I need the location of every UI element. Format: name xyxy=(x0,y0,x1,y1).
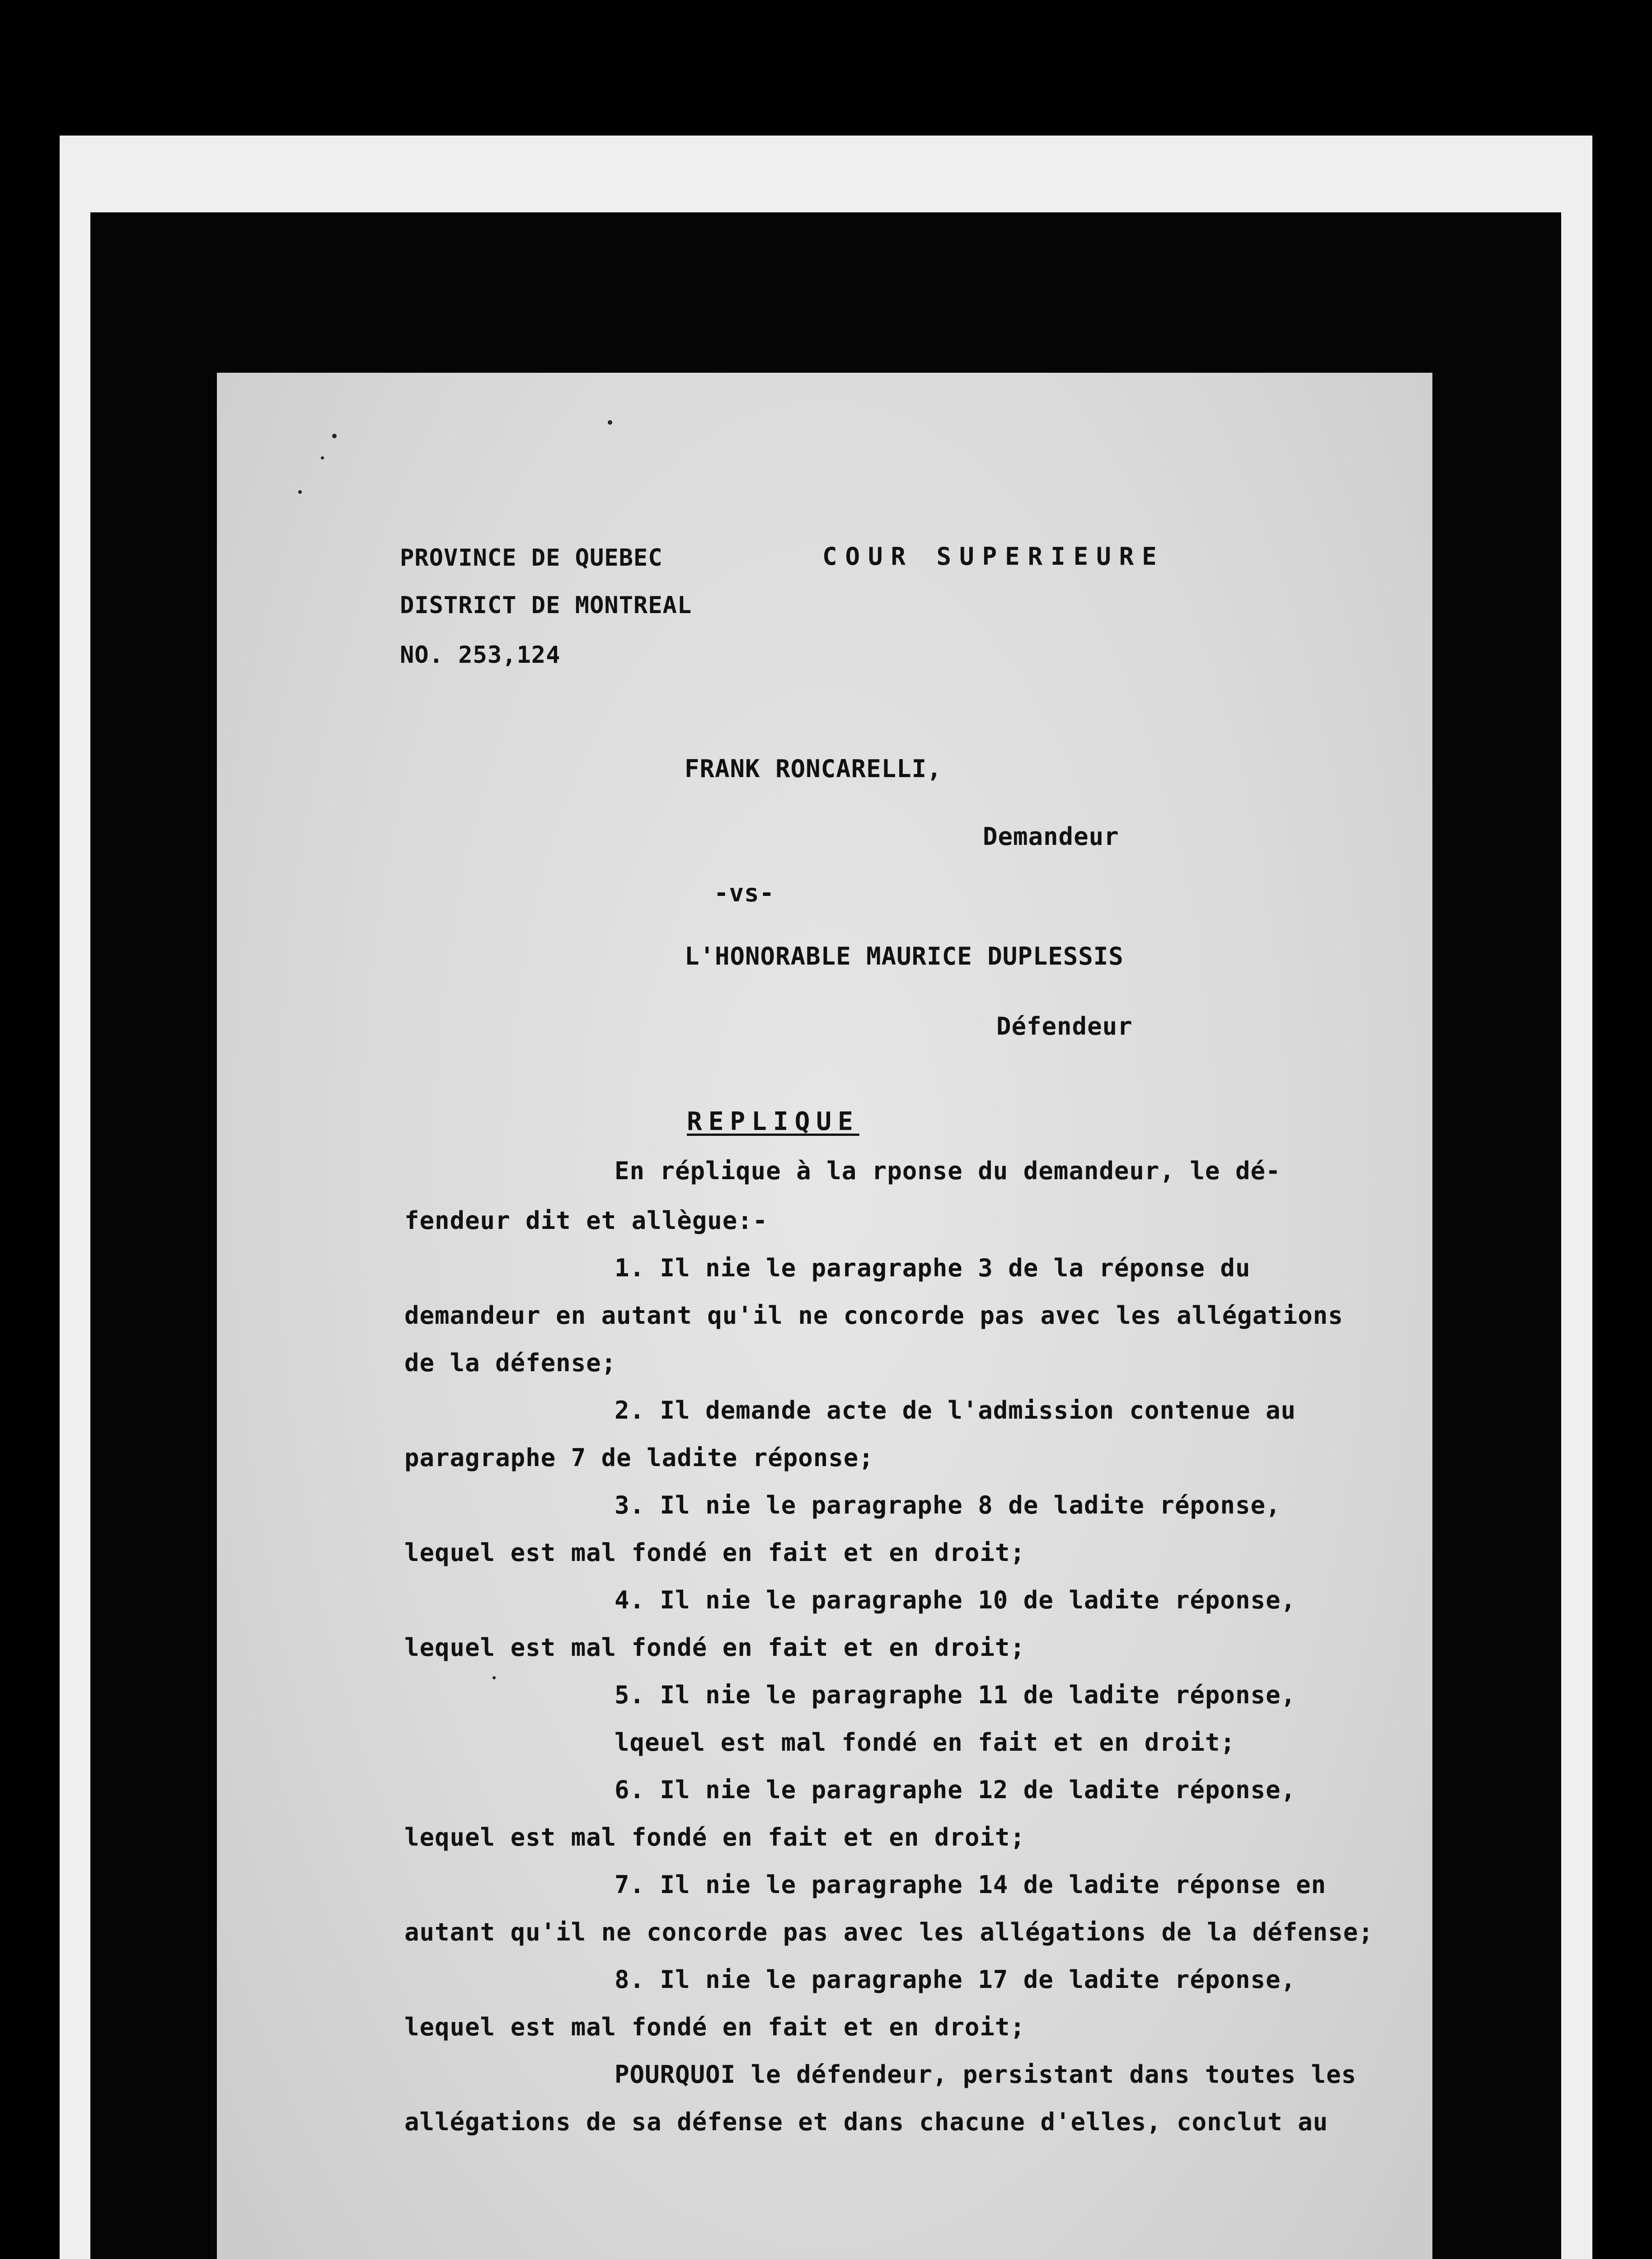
province-line: PROVINCE DE QUEBEC xyxy=(400,544,663,572)
defendant-role: Défendeur xyxy=(996,1012,1133,1040)
speck xyxy=(332,434,337,438)
replique-line: 4. Il nie le paragraphe 10 de ladite réponse, xyxy=(615,1586,1296,1614)
replique-line: 7. Il nie le paragraphe 14 de ladite réponse en xyxy=(615,1870,1327,1899)
replique-line: 8. Il nie le paragraphe 17 de ladite réponse, xyxy=(615,1965,1296,1994)
replique-line: 5. Il nie le paragraphe 11 de ladite réponse, xyxy=(615,1681,1296,1709)
docket-number: NO. 253,124 xyxy=(400,642,561,669)
versus-mark: -vs- xyxy=(714,879,775,907)
replique-line: 2. Il demande acte de l'admission contenue au xyxy=(615,1396,1296,1425)
replique-line: POURQUOI le défendeur, persistant dans toutes les xyxy=(615,2060,1357,2089)
replique-line: lequel est mal fondé en fait et en droit; xyxy=(404,2013,1025,2041)
plaintiff-role: Demandeur xyxy=(983,822,1119,851)
speck xyxy=(493,1676,496,1679)
speck xyxy=(321,456,324,459)
replique-title: REPLIQUE xyxy=(687,1107,859,1136)
court-title: COUR SUPERIEURE xyxy=(822,542,1165,571)
speck xyxy=(608,420,612,425)
replique-line: 1. Il nie le paragraphe 3 de la réponse du xyxy=(615,1254,1251,1282)
replique-line: autant qu'il ne concorde pas avec les allégations de la défense; xyxy=(404,1918,1374,1946)
replique-line: de la défense; xyxy=(404,1349,617,1377)
replique-line: lequel est mal fondé en fait et en droit; xyxy=(404,1633,1025,1662)
replique-line: En réplique à la rponse du demandeur, le dé- xyxy=(615,1157,1281,1185)
replique-line: 3. Il nie le paragraphe 8 de ladite réponse, xyxy=(615,1491,1281,1519)
replique-line: lequel est mal fondé en fait et en droit; xyxy=(404,1538,1025,1567)
plaintiff-name: FRANK RONCARELLI, xyxy=(685,755,942,783)
replique-line: fendeur dit et allègue:- xyxy=(404,1206,768,1235)
replique-line: paragraphe 7 de ladite réponse; xyxy=(404,1444,874,1472)
replique-line: lequel est mal fondé en fait et en droit; xyxy=(404,1823,1025,1851)
replique-line: demandeur en autant qu'il ne concorde pas avec les allégations xyxy=(404,1301,1343,1330)
replique-line: allégations de sa défense et dans chacune d'elles, conclut au xyxy=(404,2108,1328,2136)
defendant-name: L'HONORABLE MAURICE DUPLESSIS xyxy=(685,942,1124,970)
replique-line: lqeuel est mal fondé en fait et en droit; xyxy=(615,1728,1235,1757)
district-line: DISTRICT DE MONTREAL xyxy=(400,592,692,619)
speck xyxy=(298,490,302,494)
replique-line: 6. Il nie le paragraphe 12 de ladite réponse, xyxy=(615,1776,1296,1804)
